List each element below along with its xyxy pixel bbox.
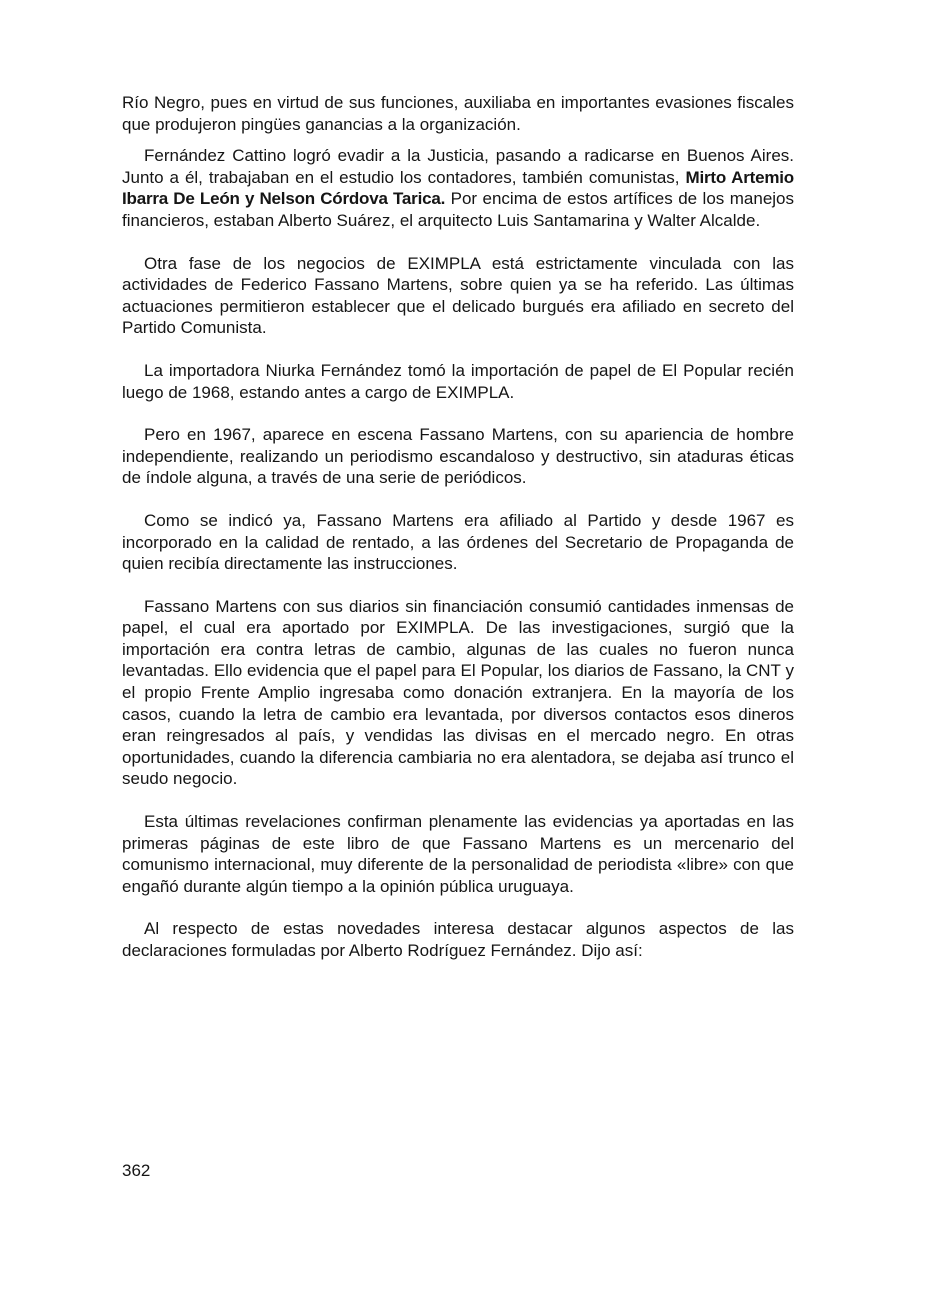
paragraph-5-text: Pero en 1967, aparece en escena Fassano Martens, con su apariencia de hombre independiente, realizando un periodismo escandaloso y destructivo, sin ataduras éticas de índole alguna, a través de una serie de periódicos. <box>122 425 794 488</box>
paragraph-1-text: Río Negro, pues en virtud de sus funciones, auxiliaba en importantes evasiones fiscales que produjeron pingües ganancias a la organización. <box>122 93 794 134</box>
paragraph-9 <box>122 918 794 961</box>
paragraph-1 <box>122 92 794 135</box>
paragraph-8 <box>122 811 794 897</box>
paragraph-2 <box>122 145 794 231</box>
paragraph-6-text: Como se indicó ya, Fassano Martens era afiliado al Partido y desde 1967 es incorporado en la calidad de rentado, a las órdenes del Secretario de Propaganda de quien recibía directamente las instrucciones. <box>122 510 794 574</box>
paragraph-4 <box>122 360 794 403</box>
paragraph-9-text: Al respecto de estas novedades interesa destacar algunos aspectos de las declaraciones formuladas por Alberto Rodríguez Fernández. Dijo así: <box>122 919 794 960</box>
paragraph-6 <box>122 510 794 575</box>
paragraph-2-text-end: Por encima de estos artífices de los manejos financieros, estaban Alberto Suárez, el arquitecto Luis Santamarina y Walter Alcalde. <box>122 189 795 230</box>
paragraph-8-text: Esta últimas revelaciones confirman plenamente las evidencias ya aportadas en las primeras páginas de este libro de que Fassano Martens es un mercenario del comunismo internacional, muy diferente de la personalidad de periodista «libre» con que engañó durante algún tiempo a la opinión pública uruguaya. <box>122 812 794 896</box>
paragraph-4-text: La importadora Niurka Fernández tomó la importación de papel de El Popular recién luego de 1968, estando antes a cargo de EXIMPLA. <box>122 360 794 402</box>
paragraph-5 <box>122 424 794 489</box>
paragraph-3-text: Otra fase de los negocios de EXIMPLA está estrictamente vinculada con las actividades de Federico Fassano Martens, sobre quien ya se ha referido. Las últimas actuaciones permitieron establecer que el delicado burgués era afiliado en secreto del Partido Comunista. <box>122 253 794 338</box>
bold-names: Mirto Artemio Ibarra De León y Nelson Córdova Tarica. <box>122 167 794 209</box>
paragraph-7 <box>122 596 794 790</box>
paragraph-3 <box>122 253 794 339</box>
page-number: 362 <box>122 1161 151 1180</box>
paragraph-2-text-start: Fernández Cattino logró evadir a la Justicia, pasando a radicarse en Buenos Aires. Junto a él, trabajaban en el estudio los contadores, también comunistas, <box>122 146 794 187</box>
body-text <box>122 92 794 962</box>
paragraph-7-text: Fassano Martens con sus diarios sin financiación consumió cantidades inmensas de papel, el cual era aportado por EXIMPLA. De las investigaciones, surgió que la importación era contra letras de cambio, algunas de las cuales no fueron nunca levantadas. Ello evidencia que el papel para El Popular, los diarios de Fassano, la CNT y el propio Frente Amplio ingresaba como donación extranjera. En la mayoría de los casos, cuando la letra de cambio era levantada, por diversos contactos esos dineros eran reingresados al país, y vendidas las divisas en el mercado negro. En otras oportunidades, cuando la diferencia cambiaria no era alentadora, se dejaba así trunco el seudo negocio. <box>122 596 794 789</box>
